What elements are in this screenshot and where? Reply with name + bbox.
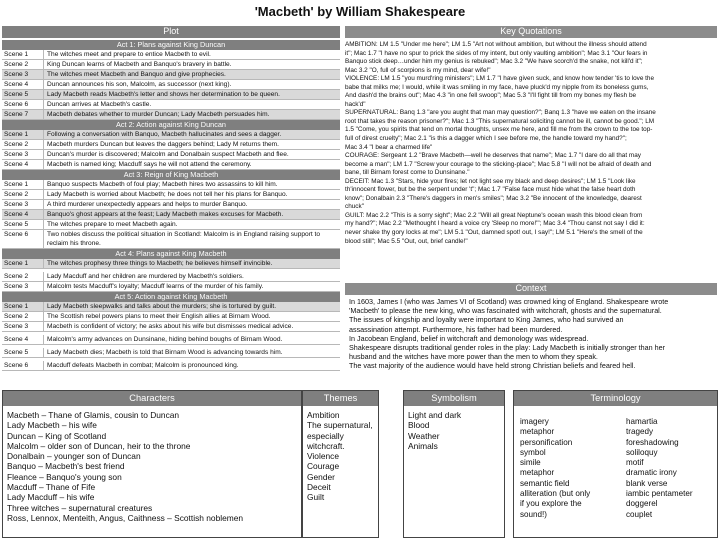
scene-number: Scene 2 [2,140,44,149]
page-title: 'Macbeth' by William Shakespeare [254,4,466,19]
quotation-line: 1.5 "Come, you spirits that tend on mortal thoughts, unsex me here, and fill me from the crown to the toe top- [345,126,653,134]
context-line: The vast majority of the audience would have held strong Christian beliefs and feared hell. [349,361,636,371]
character-item: Macduff – Thane of Fife [7,482,96,493]
scene-number: Scene 6 [2,100,44,109]
themes-list [303,406,378,507]
scene-number: Scene 2 [2,60,44,69]
scene-event: The Scottish rebel powers plans to meet their English allies at Birnam Wood. [47,313,271,320]
term-item: metaphor [520,468,555,478]
term-item: foreshadowing [626,437,679,447]
scene-number: Scene 6 [2,361,44,370]
term-item: tragedy [626,427,653,437]
quotation-line: become a man"; LM 1.7 "Screw your courage to the sticking-place"; Mac 5.8 "I will not be afraid of death and [345,160,652,168]
scene-row [2,302,340,312]
act-heading: Act 4: Plans against King Macbeth [2,249,340,259]
scene-event: King Duncan learns of Macbeth and Banquo's bravery in battle. [47,61,232,68]
theme-item: Guilt [307,492,325,503]
plot-header: Plot [2,26,340,38]
key-quotations-header: Key Quotations [345,26,717,38]
quotation-line: AMBITION: LM 1.5 "Under me here"; LM 1.5 "Art not without ambition, but without the illness should attend [345,41,647,48]
theme-item: Courage [307,461,340,472]
term-item: if you explore the [520,499,582,509]
quotation-line: And dash'd the brains out"; Mac 4.3 "in one fell swoop"; Mac 5.3 "I'll fight till from my bones my flesh be [345,92,637,100]
scene-number: Scene 2 [2,272,44,281]
context-line: husband and the witches have more power than the men to whom they speak. [349,352,598,362]
quotation-line: GUILT: Mac 2.2 "This is a sorry sight"; Mac 2.2 "Will all great Neptune's ocean wash this blood clean from [345,211,643,219]
context-line: Shakespeare disrupts traditional gender roles in the play: Lady Macbeth is initially stronger than her [349,343,666,353]
term-item: semantic field [520,478,570,488]
term-item: couplet [626,509,653,519]
scene-event: Macbeth debates whether to murder Duncan; Lady Macbeth persuades him. [47,111,270,118]
scene-event: Following a conversation with Banquo, Macbeth hallucinates and sees a dagger. [47,131,282,138]
terminology-left-list [520,417,620,520]
scene-row [2,200,340,210]
scene-number: Scene 1 [2,259,44,268]
scene-number: Scene 3 [2,282,44,291]
scene-row [2,80,340,90]
quotation-line: babe that milks me; I would, while it was smiling in my face, have pluck'd my nipple from its boneless gums, [345,83,649,91]
term-item: metaphor [520,427,555,437]
scene-row [2,180,340,190]
scene-row [2,210,340,220]
character-item: Macbeth – Thane of Glamis, cousin to Duncan [7,410,180,420]
term-item: simile [520,458,541,468]
theme-item: Gender [307,471,335,482]
scene-row [2,190,340,200]
quotation-line: my hand?"; Mac 2.2 "Methought I heard a voice cry 'Sleep no more!'"; Mac 3.4 "Thou canst not say I did it: [345,220,645,228]
character-item: Donalbain – younger son of Duncan [7,451,141,462]
character-item: Lady Macduff – his wife [7,492,95,503]
scene-row [2,259,340,269]
scene-event: A third murderer unexpectedly appears and helps to murder Banquo. [47,201,248,208]
scene-number: Scene 1 [2,50,44,59]
scene-event: Lady Macbeth is worried about Macbeth; he does not tell her his plans for Banquo. [47,191,288,198]
scene-number: Scene 3 [2,322,44,331]
quotation-line: Mac 3.4 "I bear a charmed life" [345,143,433,151]
scene-row [2,312,340,322]
scene-row [2,322,340,332]
character-item: Malcolm – older son of Duncan, heir to the throne [7,440,191,451]
key-quotations-text [345,41,717,246]
quotation-line: know"; Donalbain 2.3 "There's daggers in men's smiles"; Mac 3.2 "Be innocent of the knowledge, dearest [345,194,642,202]
scene-event: Macbeth murders Duncan but leaves the daggers behind; Lady M returns them. [47,141,280,148]
characters-list [3,406,301,527]
scene-event: The witches prepare to meet Macbeth again. [47,221,178,228]
plot-table [2,40,340,371]
scene-event: Banquo's ghost appears at the feast; Lady Macbeth makes excuses for Macbeth. [47,211,284,218]
symbolism-box [403,390,505,538]
scene-number: Scene 5 [2,348,44,357]
context-line: In 1603, James I (who was James VI of Scotland) was crowned king of England. Shakespeare wrote [349,297,669,306]
context-line: 'Macbeth' to please the new king, who was fascinated with witchcraft, ghosts and the supernatural. [349,306,662,316]
term-item: soliloquy [626,447,658,457]
quotation-line: never shake thy gory locks at me"; LM 5.1 "Out, damned spot! out, I say!"; LM 5.1 "Here's the smell of the [345,229,643,237]
characters-header: Characters [3,391,301,406]
character-item: Lady Macbeth – his wife [7,420,97,431]
character-item: Banquo – Macbeth's best friend [7,461,125,472]
terminology-header: Terminology [514,391,717,406]
scene-number: Scene 3 [2,200,44,209]
scene-number: Scene 1 [2,302,44,311]
quotation-line: full of direst cruelty"; Mac 2.1 "is this a dagger which I see before me, the handle toward my hand?"; [345,135,627,143]
quotation-line: COURAGE: Sergeant 1.2 "Brave Macbeth—well he deserves that name"; Mac 1.7 "I dare do all that may [345,152,641,160]
scene-event: Lady Macbeth sleepwalks and talks about the murders; she is tortured by guilt. [47,303,277,310]
scene-event: Macbeth is confident of victory; he asks about his wife but dismisses medical advice. [47,323,294,330]
quotation-line: th'innocent flower, but be the serpent under 't"; Mac 1.7 "False face must hide what the false heart doth [345,186,636,194]
scene-number: Scene 2 [2,190,44,199]
symbol-item: Animals [408,440,438,451]
quotation-line: VIOLENCE: LM 1.5 "you murd'ring ministers"; LM 1.7 "I have given suck, and know how tender 'tis to love the [345,75,655,83]
scene-row [2,335,340,345]
scene-number: Scene 4 [2,80,44,89]
scene-number: Scene 1 [2,130,44,139]
scene-event: Malcolm's army advances on Dunsinane, hiding behind boughs of Birnam Wood. [47,336,283,343]
quotation-line: hack'd" [345,100,366,108]
context-header: Context [345,283,717,295]
symbolism-header: Symbolism [404,391,504,406]
quotation-line: DECEIT: Mac 1.3 "Stars, hide your fires; let not light see my black and deep desires"; LM 1.5 "Look like [345,177,636,185]
theme-item: especially witchcraft. [307,430,345,451]
term-item: personification [520,437,573,447]
theme-item: The supernatural, [307,420,373,431]
character-item: Three witches – supernatural creatures [7,502,153,513]
scene-row [2,150,340,160]
scene-number: Scene 4 [2,210,44,219]
scene-event: The witches meet and prepare to entice Macbeth to evil. [47,51,211,58]
term-item: imagery [520,417,549,426]
term-item: doggerel [626,499,658,509]
context-line: The issues of kingship and loyalty were important to King James, who had survived an [349,315,624,325]
act-heading: Act 5: Action against King Macbeth [2,292,340,302]
symbolism-list [404,406,504,455]
quotation-line: Banquo stick deep…under him my genius is rebuked"; Mac 3.2 "We have scorch'd the snake, not kill'd it"; [345,58,643,66]
context-line: In Jacobean England, belief in witchcraft and demonology was widespread. [349,333,589,343]
scene-number: Scene 6 [2,230,44,248]
character-item: Ross, Lennox, Menteith, Angus, Caithness – Scottish noblemen [7,512,244,523]
scene-event: Banquo suspects Macbeth of foul play; Macbeth hires two assassins to kill him. [47,181,278,188]
scene-row [2,361,340,371]
scene-number: Scene 2 [2,312,44,321]
scene-event: Duncan announces his son, Malcolm, as successor (next king). [47,81,232,88]
scene-event: Malcolm tests Macduff's loyalty; Macduff learns of the murder of his family. [47,283,264,290]
act-heading: Act 3: Reign of King Macbeth [2,170,340,180]
scene-event: Lady Macduff and her children are murdered by Macbeth's soldiers. [47,273,244,280]
quotation-line: SUPERNATURAL: Banq 1.3 "are you aught that man may question?"; Banq 1.3 "have we eaten on the insane [345,109,656,117]
scene-number: Scene 7 [2,110,44,119]
quotation-line: it"; Mac 1.7 "I have no spur to prick the sides of my intent, but only vaulting ambition"; Mac 3.1 "Our fears in [345,49,648,57]
scene-number: Scene 4 [2,160,44,169]
scene-row [2,110,340,120]
scene-row [2,160,340,170]
scene-row [2,220,340,230]
scene-row [2,130,340,140]
character-item: Fleance – Banquo's young son [7,471,122,482]
term-item: symbol [520,447,546,457]
term-item: hamartia [626,417,658,426]
symbol-item: Light and dark [408,410,462,420]
term-item: iambic pentameter [626,489,693,499]
quotation-line: chuck" [345,203,364,211]
characters-box [2,390,302,538]
scene-row [2,90,340,100]
themes-box [302,390,379,538]
scene-event: The witches prophesy three things to Macbeth; he believes himself invincible. [47,260,273,267]
term-item: sound!) [520,509,547,519]
scene-row [2,100,340,110]
act-heading: Act 2: Action against King Duncan [2,120,340,130]
scene-number: Scene 4 [2,335,44,344]
scene-number: Scene 5 [2,220,44,229]
scene-number: Scene 3 [2,150,44,159]
scene-row [2,230,340,249]
scene-row [2,272,340,282]
scene-event: Duncan's murder is discovered; Malcolm and Donalbain suspect Macbeth and flee. [47,151,289,158]
scene-row [2,348,340,358]
scene-number: Scene 3 [2,70,44,79]
scene-event: Duncan arrives at Macbeth's castle. [47,101,152,108]
scene-event: Lady Macbeth dies; Macbeth is told that Birnam Wood is advancing towards him. [47,349,283,356]
scene-number: Scene 5 [2,90,44,99]
act-heading: Act 1: Plans against King Duncan [2,40,340,50]
scene-row [2,282,340,292]
term-item: dramatic irony [626,468,677,478]
term-item: blank verse [626,478,668,488]
scene-number: Scene 1 [2,180,44,189]
term-item: motif [626,458,644,468]
quotation-line: Mac 3.2 "O, full of scorpions is my mind, dear wife!" [345,66,491,74]
terminology-box [513,390,718,538]
scene-row [2,140,340,150]
scene-row [2,60,340,70]
character-item: Duncan – King of Scotland [7,430,107,441]
context-text [349,297,715,371]
scene-event: Macduff defeats Macbeth in combat; Malcolm is pronounced king. [47,362,239,369]
term-item: alliteration (but only [520,489,591,499]
scene-row [2,70,340,80]
quotation-line: bane, till Birnam forest come to Dunsinane." [345,169,470,177]
scene-event: Macbeth is named king; Macduff says he will not attend the ceremony. [47,161,252,168]
theme-item: Deceit [307,482,331,493]
quotation-line: blood still"; Mac 5.5 "Out, out, brief candle!" [345,237,468,245]
theme-item: Violence [307,451,339,462]
themes-header: Themes [303,391,378,406]
symbol-item: Weather [408,430,440,441]
scene-event: Lady Macbeth reads Macbeth's letter and shows her determination to be queen. [47,91,280,98]
terminology-right-list [626,417,716,520]
scene-event: Two nobles discuss the political situation in Scotland: Malcolm is in England raising support to reclaim his throne. [47,231,321,247]
symbol-item: Blood [408,420,430,431]
quotation-line: root that takes the reason prisoner?"; Mac 1.3 "This supernatural soliciting cannot be ill, cannot be good."; LM [345,117,655,125]
scene-row [2,50,340,60]
theme-item: Ambition [307,410,340,420]
scene-event: The witches meet Macbeth and Banquo and give prophecies. [47,71,226,78]
context-line: assassination attempt. Furthermore, his father had been murdered. [349,324,563,334]
